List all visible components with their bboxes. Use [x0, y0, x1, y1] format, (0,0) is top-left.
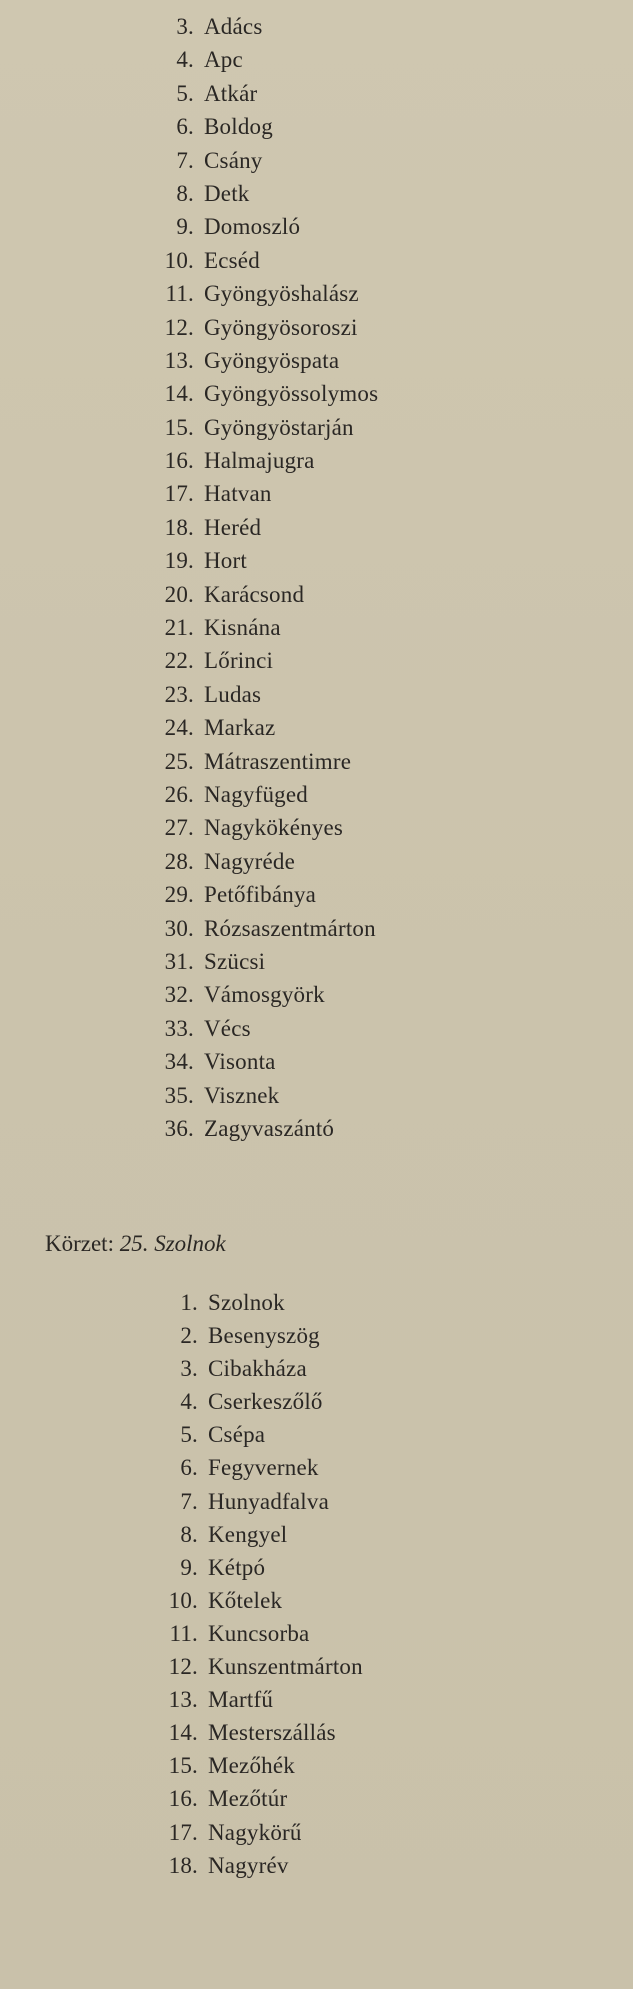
item-number: 2.: [180, 1323, 198, 1349]
district-heading: [45, 1231, 226, 1257]
settlement-name: Mezőtúr: [208, 1786, 288, 1812]
item-number: 6.: [176, 114, 194, 140]
list-item: [150, 615, 378, 648]
list-item: [154, 1489, 363, 1522]
settlement-name: Fegyvernek: [208, 1455, 319, 1481]
settlement-name: Cserkeszőlő: [208, 1389, 323, 1415]
settlement-name: Ecséd: [204, 247, 260, 273]
item-number: 9.: [180, 1554, 198, 1580]
settlement-name: Kengyel: [208, 1521, 288, 1547]
item-number: 21.: [164, 615, 194, 641]
settlement-name: Visznek: [204, 1082, 280, 1108]
item-number: 14.: [164, 381, 194, 407]
settlement-name: Kőtelek: [208, 1587, 283, 1613]
item-number: 7.: [176, 147, 194, 173]
list-item: [150, 515, 378, 548]
item-number: 16.: [168, 1786, 198, 1812]
list-item: [150, 47, 378, 80]
settlement-name: Nagykökényes: [204, 815, 344, 841]
settlement-name: Nagykörű: [208, 1819, 302, 1845]
settlement-name: Gyöngyöspata: [204, 347, 340, 373]
item-number: 10.: [164, 247, 194, 273]
list-item: [150, 415, 378, 448]
district-name: Szolnok: [154, 1231, 226, 1256]
settlement-name: Rózsaszentmárton: [204, 915, 376, 941]
item-number: 3.: [180, 1356, 198, 1382]
district-prefix: Körzet:: [45, 1231, 114, 1256]
item-number: 8.: [176, 180, 194, 206]
item-number: 35.: [164, 1082, 194, 1108]
item-number: 17.: [164, 481, 194, 507]
item-number: 5.: [180, 1422, 198, 1448]
item-number: 27.: [164, 815, 194, 841]
item-number: 29.: [164, 882, 194, 908]
district-number: 25.: [119, 1231, 149, 1256]
item-number: 1.: [180, 1290, 198, 1315]
list-item: [150, 682, 378, 715]
item-number: 25.: [164, 748, 194, 774]
list-item: [150, 214, 378, 247]
item-number: 15.: [164, 414, 194, 440]
settlement-name: Kétpó: [208, 1554, 266, 1580]
settlement-name: Szücsi: [204, 948, 266, 974]
settlement-name: Hunyadfalva: [208, 1488, 329, 1514]
list-item: [154, 1753, 363, 1786]
list-item: [150, 448, 378, 481]
settlement-name: Karácsond: [204, 581, 305, 607]
list-item: [150, 148, 378, 181]
item-number: 18.: [164, 514, 194, 540]
list-item: [150, 849, 378, 882]
settlement-name: Kisnána: [204, 615, 281, 641]
settlement-name: Mezőhék: [208, 1753, 295, 1779]
item-number: 30.: [164, 915, 194, 941]
settlement-name: Gyöngyösoroszi: [204, 314, 358, 340]
settlement-name: Markaz: [204, 715, 276, 741]
settlement-name: Hort: [204, 548, 247, 574]
settlement-name: Nagyréde: [204, 848, 295, 874]
item-number: 28.: [164, 848, 194, 874]
list-item: [150, 14, 378, 47]
item-number: 31.: [164, 948, 194, 974]
item-number: 4.: [180, 1389, 198, 1415]
settlement-name: Vécs: [204, 1015, 251, 1041]
list-item: [154, 1389, 363, 1422]
item-number: 23.: [164, 681, 194, 707]
list-item: [150, 782, 378, 815]
list-item: [150, 381, 378, 414]
list-item: [150, 648, 378, 681]
list-item: [154, 1356, 363, 1389]
list-item: [150, 281, 378, 314]
item-number: 33.: [164, 1015, 194, 1041]
list-item: [154, 1588, 363, 1621]
item-number: 26.: [164, 781, 194, 807]
item-number: 7.: [180, 1488, 198, 1514]
settlement-name: Heréd: [204, 514, 262, 540]
item-number: 11.: [165, 281, 194, 307]
list-item: [154, 1853, 363, 1886]
list-item: [154, 1290, 363, 1323]
list-item: [150, 1116, 378, 1149]
list-item: [150, 949, 378, 982]
list-item: [150, 548, 378, 581]
item-number: 15.: [168, 1753, 198, 1779]
list-item: [154, 1621, 363, 1654]
list-item: [150, 81, 378, 114]
settlement-name: Domoszló: [204, 214, 301, 240]
item-number: 11.: [169, 1620, 198, 1646]
settlement-list-szolnok: [154, 1290, 363, 1886]
list-item: [154, 1323, 363, 1356]
settlement-name: Detk: [204, 180, 250, 206]
list-item: [150, 815, 378, 848]
item-number: 34.: [164, 1049, 194, 1075]
settlement-name: Lőrinci: [204, 648, 274, 674]
settlement-name: Csány: [204, 147, 263, 173]
settlement-list-continued: [150, 14, 378, 1149]
list-item: [154, 1422, 363, 1455]
list-item: [150, 181, 378, 214]
item-number: 18.: [168, 1852, 198, 1878]
settlement-name: Boldog: [204, 114, 273, 140]
list-item: [154, 1654, 363, 1687]
list-item: [154, 1720, 363, 1753]
settlement-name: Adács: [204, 14, 263, 39]
settlement-name: Nagyrév: [208, 1852, 289, 1878]
list-item: [154, 1786, 363, 1819]
list-item: [154, 1522, 363, 1555]
list-item: [150, 315, 378, 348]
item-number: 10.: [168, 1587, 198, 1613]
list-item: [150, 1083, 378, 1116]
settlement-name: Halmajugra: [204, 448, 315, 474]
settlement-name: Martfű: [208, 1687, 274, 1713]
item-number: 20.: [164, 581, 194, 607]
list-item: [150, 481, 378, 514]
settlement-name: Gyöngyöshalász: [204, 281, 359, 307]
list-item: [150, 114, 378, 147]
item-number: 14.: [168, 1720, 198, 1746]
settlement-name: Gyöngyössolymos: [204, 381, 379, 407]
item-number: 32.: [164, 982, 194, 1008]
settlement-name: Csépa: [208, 1422, 266, 1448]
list-item: [150, 1016, 378, 1049]
item-number: 36.: [164, 1115, 194, 1141]
settlement-name: Visonta: [204, 1049, 276, 1075]
item-number: 24.: [164, 715, 194, 741]
item-number: 16.: [164, 448, 194, 474]
list-item: [150, 882, 378, 915]
settlement-name: Cibakháza: [208, 1356, 307, 1382]
settlement-name: Mesterszállás: [208, 1720, 336, 1746]
settlement-name: Apc: [204, 47, 243, 73]
list-item: [154, 1820, 363, 1853]
item-number: 6.: [180, 1455, 198, 1481]
item-number: 17.: [168, 1819, 198, 1845]
settlement-name: Besenyszög: [208, 1323, 320, 1349]
item-number: 22.: [164, 648, 194, 674]
list-item: [150, 982, 378, 1015]
item-number: 13.: [168, 1687, 198, 1713]
settlement-name: Mátraszentimre: [204, 748, 352, 774]
item-number: 8.: [180, 1521, 198, 1547]
settlement-name: Petőfibánya: [204, 882, 317, 908]
settlement-name: Vámosgyörk: [204, 982, 325, 1008]
item-number: 4.: [176, 47, 194, 73]
settlement-name: Gyöngyöstarján: [204, 414, 354, 440]
list-item: [150, 582, 378, 615]
list-item: [154, 1455, 363, 1488]
settlement-name: Kunszentmárton: [208, 1654, 363, 1680]
list-item: [150, 715, 378, 748]
settlement-name: Ludas: [204, 681, 262, 707]
list-item: [150, 749, 378, 782]
settlement-name: Zagyvaszántó: [204, 1115, 335, 1141]
list-item: [154, 1555, 363, 1588]
item-number: 12.: [168, 1654, 198, 1680]
settlement-name: Atkár: [204, 80, 258, 106]
settlement-name: Nagyfüged: [204, 781, 308, 807]
item-number: 19.: [164, 548, 194, 574]
item-number: 9.: [176, 214, 194, 240]
item-number: 3.: [176, 14, 194, 39]
list-item: [150, 248, 378, 281]
list-item: [150, 1049, 378, 1082]
item-number: 5.: [176, 80, 194, 106]
settlement-name: Szolnok: [208, 1290, 285, 1315]
list-item: [150, 916, 378, 949]
settlement-name: Kuncsorba: [208, 1620, 310, 1646]
list-item: [154, 1687, 363, 1720]
settlement-name: Hatvan: [204, 481, 272, 507]
item-number: 12.: [164, 314, 194, 340]
list-item: [150, 348, 378, 381]
item-number: 13.: [164, 347, 194, 373]
